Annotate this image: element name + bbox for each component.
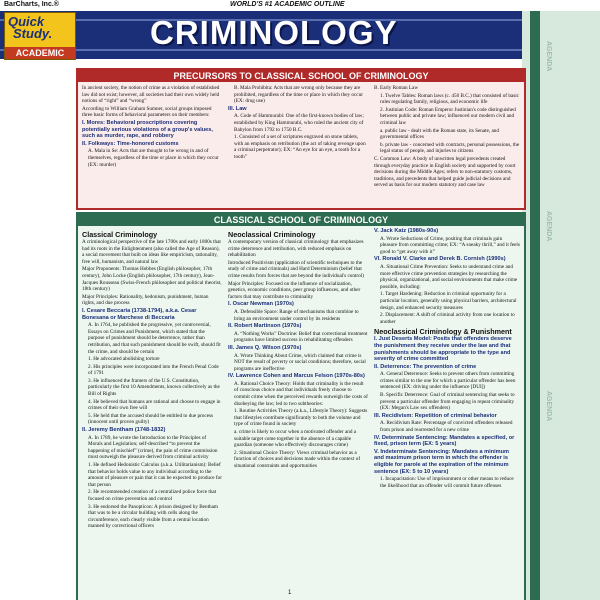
side-label: AGENDA [545, 211, 552, 242]
precursors-col-3 [374, 85, 520, 205]
paragraph: A. In 1764, he published the progressive, yet controversial, Essays on Crimes and Punishment, which stated that the purpose of punishment should be deterrence, rather than retribution, and that such punishment should be swift, should fit the crime, and should be certain [88, 322, 221, 355]
paragraph: B. Specific Deterrence: Goal of criminal sentencing that seeks to prevent a particular offender from engaging in repeat criminality (EX: Megan's Law sex offenders) [380, 392, 515, 412]
paragraph: 5. He held that the accused should be entitled to due process (innocent until proven guilty) [88, 412, 214, 426]
paragraph: C. Common Law: A body of unwritten legal precedents created through everyday practice in English society and supported by court decisions during the Middle Ages; refers to non-statutory customs, traditions, and precedents that helped guide judicial decisions and served as basis for our modern statutory and case law [374, 155, 516, 189]
paragraph: A. Rational Choice Theory: Holds that criminality is the result of conscious choice and that individuals freely choose to commit crime when the perceived rewards outweigh the costs of disobeying the law; led to two subtheories: [234, 380, 368, 407]
subheading: V. Jack Katz (1980s-90s) [374, 228, 439, 234]
subheading: VI. Ronald V. Clarke and Derek B. Cornish (1990s) [374, 256, 506, 263]
subheading: III. Recidivism: Repetition of criminal behavior [374, 412, 497, 419]
paragraph: A. Recidivism Rate: Percentage of convicted offenders released from prison and rearrested for a new crime [380, 420, 513, 434]
classical-col-2 [228, 228, 368, 598]
paragraph: A. “Nothing Works” Doctrine: Belief that correctional treatment programs have limited success in rehabilitating offenders [234, 330, 368, 344]
paragraph: 3. He influenced the framers of the U.S. Constitution, particularly the first 10 Amendments, known collectively as the Bill of Rights [88, 377, 220, 398]
side-label: AGENDA [545, 41, 552, 72]
section-title: Neoclassical Criminology & Punishment [374, 327, 512, 337]
section-title: Neoclassical Criminology [228, 230, 316, 239]
subheading: II. Folkways: Time-honored customs [82, 140, 179, 147]
subheading: IV. Lawrence Cohen and Marcus Felson (1970s-80s) [228, 373, 365, 380]
subheading: III. James Q. Wilson (1970s) [228, 344, 302, 351]
subheading: I. Oscar Newman (1970s) [228, 301, 294, 308]
paragraph: A. Wrote Seductions of Crime, positing that criminals gain pleasure from committing crime; EX: “A sneaky thrill,” and it feels good to “get away with it” [380, 235, 520, 255]
paragraph: 2. Situational Choice Theory: Views criminal behavior as a function of choices and decisions made within the context of situational constraints and opportunities [234, 449, 361, 469]
subheading: I. Just Deserts Model: Posits that offenders deserve the punishment they receive under the law and that punishments should be appropriate to the type and severity of crime committed [374, 336, 512, 363]
side-band [530, 11, 540, 600]
classical-heading: CLASSICAL SCHOOL OF CRIMINOLOGY [78, 214, 524, 226]
paragraph: In ancient society, the notion of crime as a violation of established law did not exist; however, all societies had their own widely held notions of “right” and “wrong” [82, 85, 220, 105]
paragraph: A contemporary version of classical criminology that emphasizes crime deterrence and retribution, with reduced emphasis on rehabilitation [228, 239, 364, 259]
paragraph: 2. Justinian Code: Roman Emperor Justinian's code distinguished between public and private law; influenced our modern civil and criminal law [380, 106, 516, 126]
paragraph: 4. He believed that humans are rational and choose to engage in crimes of their own free will [88, 398, 221, 412]
paragraph: A. Code of Hammurabi: One of the first-known bodies of law; established by King Hammurabi, who ruled the ancient city of Babylon from 1792 to 1750 B.C. [234, 113, 364, 133]
paragraph: 1. Consisted of a set of scriptures engraved on stone tablets, with an emphasis on retribution (the act of taking revenge upon a criminal perpetrator); EX: “An eye for an eye, a tooth for a tooth” [234, 134, 366, 160]
logo-line-1: Quick [8, 14, 45, 29]
logo-line-3: ACADEMIC [5, 47, 75, 59]
paragraph: B. Early Roman Law [374, 85, 419, 91]
precursors-section [76, 68, 526, 210]
paragraph: 1. Target Hardening: Reduction in criminal opportunity for a particular location, generally using physical barriers, architectural design, and enhanced security measures [380, 291, 517, 311]
precursors-col-2 [228, 85, 368, 205]
page-number: 1 [288, 590, 292, 596]
paragraph: A. In 1789, he wrote the Introduction to the Principles of Morals and Legislation; self-described “to prevent the happening of mischief” (crime), the pain of crime commission must outweigh the pleasure derived from criminal activity [88, 434, 218, 461]
paragraph: A. Defensible Space: Range of mechanisms that combine to bring an environment under control by its residents [234, 308, 359, 322]
paragraph: 3. He endorsed the Panopticon: A prison designed by Bentham that was to be a circular building with cells along the circumference, each clearly visible from a central location manned by correctional officers [88, 503, 218, 530]
precursors-heading: PRECURSORS TO CLASSICAL SCHOOL OF CRIMINOLOGY [78, 70, 524, 82]
paragraph: 1. Incapacitation: Use of imprisonment or other means to reduce the likelihood that an offender will commit future offenses [380, 476, 514, 489]
paragraph: Major Principles: Focused on the influence of socialization, genetics, economic conditions, peer group influences, and other factors that may contribute to criminality [228, 280, 361, 300]
classical-section [76, 212, 526, 600]
paragraph: Major Principles: Rationality, hedonism, punishment, human rights, and due process [82, 293, 209, 307]
subheading: IV. Determinate Sentencing: Mandates a specified, or fixed, prison term (EX: 5 years) [374, 434, 515, 448]
paragraph: 2. Displacement: A shift of criminal activity from one location to another [380, 312, 515, 325]
paragraph: 2. His principles were incorporated into the French Penal Code of 1791 [88, 363, 219, 377]
paragraph: b. private law - concerned with contracts, personal possessions, the legal status of people, and injuries to citizens [380, 141, 520, 155]
subheading: I. Mores: Behavioral proscriptions covering potentially serious violations of a group's values, such as murder, rape, and robbery [82, 119, 213, 140]
paragraph: Introduced Positivism (application of scientific techniques to the study of crime and criminals) and Hard Determinism (belief that crime results from forces that are beyond the individual's control) [228, 259, 364, 279]
subheading: III. Law [228, 105, 247, 112]
section-title: Classical Criminology [82, 230, 158, 239]
side-bar [522, 11, 600, 600]
paragraph: A criminological perspective of the late 1700s and early 1800s that had its roots in the Enlightenment (also called the Age of Reason), a social movement that built on ideas like empiricism, rationality, free will, humanism, and natural law [82, 239, 221, 265]
paragraph: 1. He advocated abolishing torture [88, 356, 160, 363]
paragraph: 1. Routine Activities Theory (a.k.a., Lifestyle Theory): Suggests that lifestyles contribute significantly to both the volume and type of crime found in society [234, 408, 368, 428]
publisher-name: BarCharts, Inc.® [4, 1, 59, 8]
classical-col-3 [374, 228, 520, 598]
paragraph: Major Proponents: Thomas Hobbes (English philosopher, 17th century), John Locke (English philosopher, 17th century), Jean-Jacques Rousseau (Swiss-French philosopher and political theorist, 18th century) [82, 266, 222, 293]
subheading: II. Deterrence: The prevention of crime [374, 363, 477, 370]
tagline: WORLD'S #1 ACADEMIC OUTLINE [230, 1, 345, 8]
paragraph: a. public law - dealt with the Roman state, its Senate, and governmental offices [380, 127, 499, 141]
paragraph: 1. Twelve Tables: Roman laws (c. 450 B.C.) that consisted of basic rules regulating family, religious, and economic life [380, 92, 519, 106]
subheading: V. Indeterminate Sentencing: Mandates a minimum and maximum prison term in which the offender is eligible for parole at the expiration of the minimum sentence (EX: 5 to 10 years) [374, 448, 510, 475]
paragraph: A. Situational Crime Prevention: Seeks to understand crime and more effective crime prevention strategies by researching the physical, organizational, and social environments that make crime possible, including: [380, 263, 518, 290]
subheading: II. Robert Martinson (1970s) [228, 323, 302, 330]
top-line [0, 0, 600, 11]
precursors-col-1 [82, 85, 222, 205]
paragraph: A. Wrote Thinking About Crime, which claimed that crime is NOT the result of poverty or social conditions; therefore, social programs are ineffective [234, 352, 366, 372]
subheading: I. Cesare Beccaria (1738-1794), a.k.a. Cesar Bonesana or Marchese di Beccaria [82, 307, 197, 321]
paragraph: B. Mala Prohibita: Acts that are wrong only because they are prohibited, regardless of the time or place in which they occur (EX: drug use) [234, 85, 363, 105]
logo-line-2: Study. [13, 26, 53, 41]
quickstudy-logo [4, 12, 76, 60]
paragraph: a. crime is likely to occur when a motivated offender and a suitable target come together in the absence of a capable guardian (someone who effectively discourages crime) [234, 429, 357, 449]
paragraph: According to William Graham Sumner, social groups imposed three basic forms of behavioral parameters on their members: [82, 105, 212, 119]
paragraph: 2. He recommended creation of a centralized police force that focused on crime prevention and control [88, 489, 217, 502]
classical-col-1 [82, 228, 222, 598]
paragraph: A. Mala in Se: Acts that are thought to be wrong in and of themselves, regardless of the time or place in which they occur (EX: murder) [88, 148, 219, 168]
paragraph: A. General Deterrence: Seeks to prevent others from committing crimes similar to the one for which a particular offender has been sentenced (EX: driving under the influence [DUI]) [380, 371, 516, 391]
page-title: CRIMINOLOGY [150, 14, 398, 51]
paragraph: 1. He defined Hedonistic Calculus (a.k.a. Utilitarianism): Belief that behavior holds value to any individual according to the amount of pleasure or pain that it can be expected to produce for that person [88, 462, 222, 488]
side-label: AGENDA [545, 391, 552, 422]
subheading: II. Jeremy Bentham (1748-1832) [82, 427, 166, 434]
